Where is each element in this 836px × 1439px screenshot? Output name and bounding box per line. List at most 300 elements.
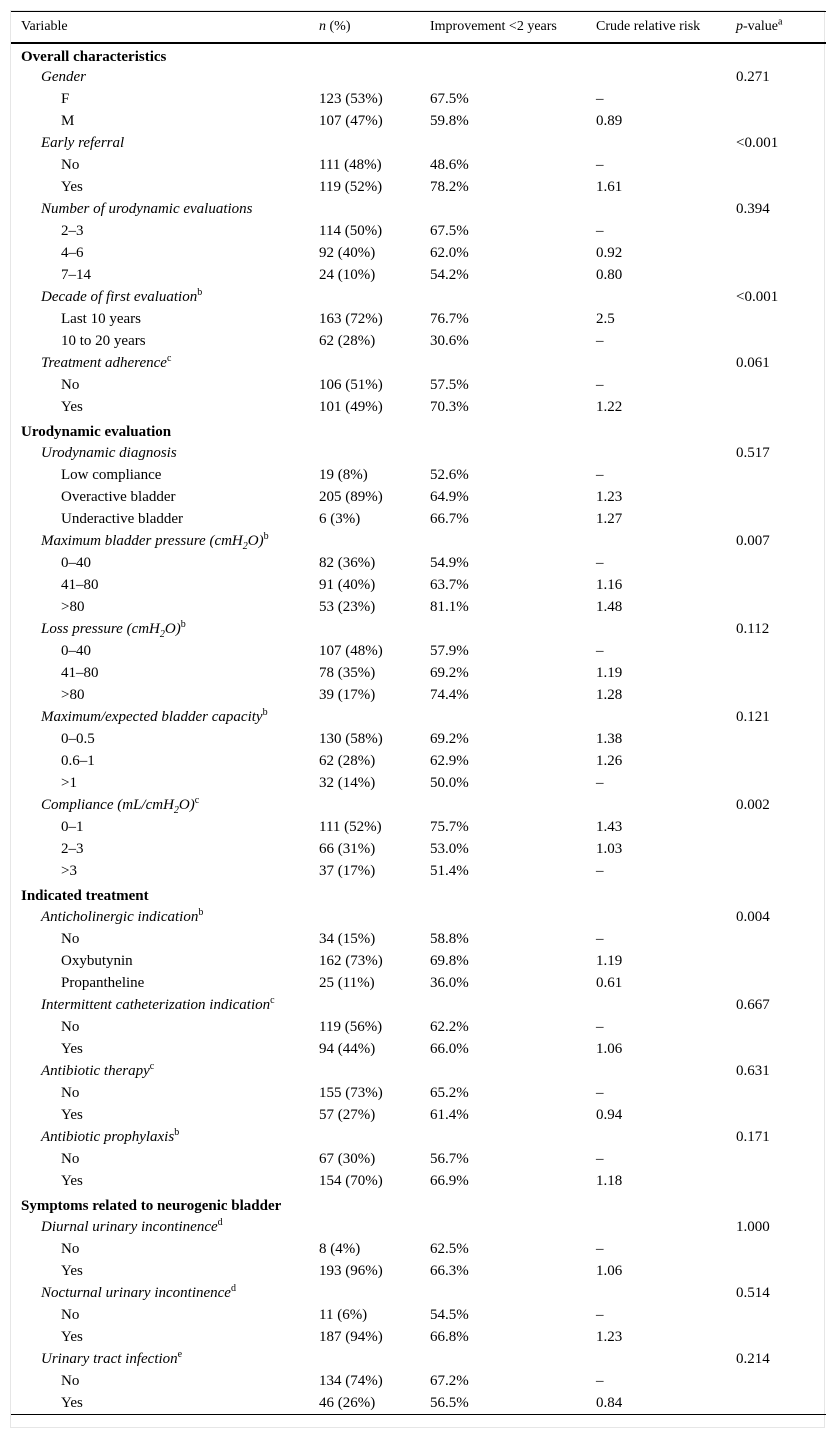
improvement-cell: 54.9%: [430, 555, 469, 571]
category-row: [11, 509, 826, 531]
n-cell: [319, 1283, 430, 1305]
relative-risk-cell: 1.43: [596, 819, 623, 835]
improvement-cell: 62.0%: [430, 245, 469, 261]
improvement-cell: 66.0%: [430, 1041, 469, 1057]
improvement-cell: 54.5%: [430, 1307, 469, 1323]
relative-risk-cell: [596, 995, 736, 1017]
relative-risk-cell: [596, 1193, 736, 1217]
category-label: [11, 973, 319, 995]
label-text: Urodynamic evaluation: [21, 424, 172, 440]
improvement-cell: [430, 1061, 596, 1083]
label-text: 2–3: [61, 841, 84, 857]
label-text: Oxybutynin: [61, 953, 133, 969]
section-title: [11, 1193, 319, 1217]
variable-label: [11, 443, 319, 465]
label-text: >80: [61, 599, 85, 615]
label-subscript: 2: [159, 629, 165, 640]
relative-risk-cell: 1.38: [596, 731, 623, 747]
category-label: [11, 553, 319, 575]
n-cell: 107 (47%): [319, 113, 383, 129]
variable-row: [11, 133, 826, 155]
label-text: No: [61, 1307, 80, 1323]
relative-risk-cell: 0.80: [596, 267, 623, 283]
category-label: [11, 1261, 319, 1283]
relative-risk-cell: –: [596, 1151, 604, 1167]
variable-label: [11, 795, 319, 817]
n-cell: 6 (3%): [319, 511, 361, 527]
improvement-cell: 66.3%: [430, 1263, 469, 1279]
label-text: Yes: [61, 399, 83, 415]
category-row: [11, 177, 826, 199]
variable-label: [11, 1283, 319, 1305]
n-cell: 163 (72%): [319, 311, 383, 327]
n-cell: 130 (58%): [319, 731, 383, 747]
p-value-cell: [736, 1105, 826, 1127]
improvement-cell: 65.2%: [430, 1085, 469, 1101]
n-cell: [319, 199, 430, 221]
relative-risk-cell: 1.16: [596, 577, 623, 593]
p-value-cell: <0.001: [736, 289, 779, 305]
label-text: 0–40: [61, 555, 91, 571]
improvement-cell: 69.8%: [430, 953, 469, 969]
p-value-cell: [736, 397, 826, 419]
n-cell: 11 (6%): [319, 1307, 368, 1323]
improvement-cell: [430, 707, 596, 729]
relative-risk-cell: 1.22: [596, 399, 623, 415]
relative-risk-cell: –: [596, 1019, 604, 1035]
footnote-mark: b: [262, 707, 268, 718]
variable-row: [11, 287, 826, 309]
relative-risk-cell: [596, 419, 736, 443]
relative-risk-cell: [596, 133, 736, 155]
category-label: [11, 155, 319, 177]
p-value-cell: 0.631: [736, 1063, 770, 1079]
p-value-cell: 0.007: [736, 533, 770, 549]
n-cell: 92 (40%): [319, 245, 376, 261]
p-value-cell: 0.004: [736, 909, 770, 925]
variable-label: [11, 1127, 319, 1149]
p-value-cell: 0.517: [736, 445, 770, 461]
p-value-cell: [736, 839, 826, 861]
relative-risk-cell: [596, 287, 736, 309]
n-cell: 19 (8%): [319, 467, 368, 483]
variable-row: [11, 1127, 826, 1149]
category-row: [11, 465, 826, 487]
n-cell: [319, 795, 430, 817]
relative-risk-cell: 1.06: [596, 1041, 623, 1057]
p-value-cell: [736, 1371, 826, 1393]
category-label: [11, 685, 319, 707]
category-row: [11, 553, 826, 575]
label-text: No: [61, 1085, 80, 1101]
variable-row: [11, 531, 826, 553]
n-cell: [319, 133, 430, 155]
p-value-cell: [736, 1017, 826, 1039]
relative-risk-cell: –: [596, 775, 604, 791]
improvement-cell: 56.7%: [430, 1151, 469, 1167]
category-row: [11, 265, 826, 287]
improvement-cell: 62.2%: [430, 1019, 469, 1035]
footnote-mark: b: [174, 1127, 180, 1138]
relative-risk-cell: –: [596, 377, 604, 393]
relative-risk-cell: 1.19: [596, 665, 623, 681]
p-value-cell: [736, 1083, 826, 1105]
table-container: [10, 10, 825, 1428]
label-text: Yes: [61, 1041, 83, 1057]
improvement-cell: [430, 353, 596, 375]
improvement-cell: 64.9%: [430, 489, 469, 505]
label-text: Decade of first evaluation: [41, 289, 198, 305]
header-p-rest: -value: [743, 18, 778, 34]
category-row: [11, 663, 826, 685]
n-cell: 123 (53%): [319, 91, 383, 107]
improvement-cell: [430, 1217, 596, 1239]
p-value-cell: [736, 729, 826, 751]
footnote-mark: c: [194, 795, 200, 806]
n-cell: 34 (15%): [319, 931, 376, 947]
variable-label: [11, 995, 319, 1017]
category-row: [11, 1039, 826, 1061]
header-p-italic: p: [736, 18, 743, 34]
label-text: Diurnal urinary incontinence: [41, 1219, 218, 1235]
relative-risk-cell: 0.89: [596, 113, 623, 129]
p-value-cell: 0.271: [736, 69, 770, 85]
variable-row: [11, 907, 826, 929]
label-text: No: [61, 1373, 80, 1389]
relative-risk-cell: 1.18: [596, 1173, 623, 1189]
n-cell: [319, 287, 430, 309]
category-label: [11, 1327, 319, 1349]
relative-risk-cell: 1.61: [596, 179, 623, 195]
footnote-mark: b: [197, 287, 203, 298]
category-label: [11, 331, 319, 353]
variable-row: [11, 67, 826, 89]
category-label: [11, 111, 319, 133]
p-value-cell: [736, 1261, 826, 1283]
category-label: [11, 839, 319, 861]
category-label: [11, 509, 319, 531]
category-row: [11, 243, 826, 265]
label-text: Overall characteristics: [21, 48, 167, 65]
category-label: [11, 929, 319, 951]
improvement-cell: [430, 199, 596, 221]
improvement-cell: 54.2%: [430, 267, 469, 283]
label-text: Treatment adherence: [41, 355, 167, 371]
p-value-cell: [736, 375, 826, 397]
footnote-mark: b: [198, 907, 204, 918]
label-text: No: [61, 931, 80, 947]
label-text: 4–6: [61, 245, 84, 261]
label-text: No: [61, 1241, 80, 1257]
variable-label: [11, 531, 319, 553]
improvement-cell: [430, 1283, 596, 1305]
n-cell: [319, 43, 430, 67]
category-label: [11, 177, 319, 199]
improvement-cell: 62.9%: [430, 753, 469, 769]
variable-label: [11, 1349, 319, 1371]
n-cell: 53 (23%): [319, 599, 376, 615]
category-label: [11, 89, 319, 111]
category-row: [11, 1371, 826, 1393]
table-body: [11, 43, 826, 1415]
section-row: [11, 1193, 826, 1217]
label-text-after: O): [178, 797, 195, 813]
relative-risk-cell: –: [596, 223, 604, 239]
improvement-cell: [430, 1127, 596, 1149]
header-crude-relative-risk: Crude relative risk: [596, 12, 736, 43]
relative-risk-cell: –: [596, 1307, 604, 1323]
category-row: [11, 839, 826, 861]
relative-risk-cell: [596, 1283, 736, 1305]
category-label: [11, 1083, 319, 1105]
footnote-mark: d: [217, 1217, 223, 1228]
improvement-cell: 67.2%: [430, 1373, 469, 1389]
p-value-cell: [736, 509, 826, 531]
p-value-cell: [736, 883, 826, 907]
n-cell: [319, 619, 430, 641]
p-value-cell: [736, 751, 826, 773]
n-cell: 82 (36%): [319, 555, 376, 571]
p-value-cell: [736, 973, 826, 995]
p-value-cell: [736, 155, 826, 177]
p-value-cell: 0.514: [736, 1285, 770, 1301]
p-value-cell: 0.214: [736, 1351, 770, 1367]
category-row: [11, 1305, 826, 1327]
relative-risk-cell: –: [596, 157, 604, 173]
relative-risk-cell: [596, 1127, 736, 1149]
improvement-cell: [430, 67, 596, 89]
category-row: [11, 1083, 826, 1105]
n-cell: [319, 907, 430, 929]
improvement-cell: 81.1%: [430, 599, 469, 615]
p-value-cell: 1.000: [736, 1219, 770, 1235]
p-value-cell: [736, 597, 826, 619]
label-text: Compliance (mL/cmH: [41, 797, 174, 813]
improvement-cell: 66.8%: [430, 1329, 469, 1345]
improvement-cell: [430, 907, 596, 929]
variable-row: [11, 995, 826, 1017]
label-text: Overactive bladder: [61, 489, 176, 505]
category-label: [11, 1017, 319, 1039]
p-value-cell: [736, 1039, 826, 1061]
label-text: Number of urodynamic evaluations: [41, 201, 253, 217]
label-text: 0–40: [61, 643, 91, 659]
label-text: 41–80: [61, 577, 99, 593]
relative-risk-cell: [596, 707, 736, 729]
label-text: Yes: [61, 1173, 83, 1189]
footnote-mark: d: [230, 1283, 236, 1294]
improvement-cell: [430, 1349, 596, 1371]
n-cell: [319, 1127, 430, 1149]
improvement-cell: [430, 133, 596, 155]
label-text: 0.6–1: [61, 753, 95, 769]
improvement-cell: 53.0%: [430, 841, 469, 857]
improvement-cell: [430, 443, 596, 465]
variable-label: [11, 1061, 319, 1083]
n-cell: 114 (50%): [319, 223, 383, 239]
category-row: [11, 1261, 826, 1283]
category-label: [11, 597, 319, 619]
p-value-cell: [736, 1393, 826, 1415]
category-label: [11, 1305, 319, 1327]
n-cell: 205 (89%): [319, 489, 383, 505]
label-text: Yes: [61, 1263, 83, 1279]
improvement-cell: 50.0%: [430, 775, 469, 791]
improvement-cell: [430, 795, 596, 817]
p-value-cell: [736, 641, 826, 663]
category-label: [11, 751, 319, 773]
header-n: [319, 12, 430, 43]
improvement-cell: 62.5%: [430, 1241, 469, 1257]
improvement-cell: [430, 883, 596, 907]
results-table: [11, 11, 826, 1415]
improvement-cell: 69.2%: [430, 731, 469, 747]
variable-label: [11, 707, 319, 729]
relative-risk-cell: –: [596, 931, 604, 947]
category-label: [11, 729, 319, 751]
n-cell: [319, 995, 430, 1017]
label-text: Loss pressure (cmH: [41, 621, 160, 637]
relative-risk-cell: 1.48: [596, 599, 623, 615]
category-label: [11, 575, 319, 597]
category-label: [11, 221, 319, 243]
improvement-cell: [430, 43, 596, 67]
category-label: [11, 1105, 319, 1127]
label-text: Gender: [41, 69, 86, 85]
category-label: [11, 487, 319, 509]
p-value-cell: [736, 1327, 826, 1349]
n-cell: 119 (52%): [319, 179, 383, 195]
variable-label: [11, 1217, 319, 1239]
footnote-mark: c: [166, 353, 172, 364]
p-value-cell: [736, 1239, 826, 1261]
category-row: [11, 951, 826, 973]
category-label: [11, 861, 319, 883]
label-text: 2–3: [61, 223, 84, 239]
category-label: [11, 1239, 319, 1261]
category-row: [11, 685, 826, 707]
label-text: Yes: [61, 1329, 83, 1345]
p-value-cell: [736, 817, 826, 839]
label-text: >1: [61, 775, 77, 791]
label-text: Underactive bladder: [61, 511, 184, 527]
category-label: [11, 309, 319, 331]
p-value-cell: 0.667: [736, 997, 770, 1013]
label-text: 41–80: [61, 665, 99, 681]
label-text: >80: [61, 687, 85, 703]
n-cell: 134 (74%): [319, 1373, 383, 1389]
label-text-after: O): [247, 533, 264, 549]
relative-risk-cell: [596, 795, 736, 817]
label-text: No: [61, 377, 80, 393]
relative-risk-cell: [596, 619, 736, 641]
relative-risk-cell: –: [596, 643, 604, 659]
category-row: [11, 973, 826, 995]
n-cell: 37 (17%): [319, 863, 376, 879]
improvement-cell: [430, 419, 596, 443]
relative-risk-cell: –: [596, 1241, 604, 1257]
p-value-cell: [736, 465, 826, 487]
improvement-cell: 70.3%: [430, 399, 469, 415]
variable-row: [11, 443, 826, 465]
improvement-cell: 36.0%: [430, 975, 469, 991]
category-row: [11, 575, 826, 597]
relative-risk-cell: 1.23: [596, 1329, 623, 1345]
label-text: Maximum/expected bladder capacity: [41, 709, 263, 725]
variable-label: [11, 907, 319, 929]
improvement-cell: 69.2%: [430, 665, 469, 681]
p-value-cell: [736, 487, 826, 509]
n-cell: [319, 1217, 430, 1239]
category-label: [11, 1393, 319, 1415]
n-cell: 24 (10%): [319, 267, 376, 283]
relative-risk-cell: [596, 1061, 736, 1083]
p-value-cell: [736, 419, 826, 443]
improvement-cell: 63.7%: [430, 577, 469, 593]
label-text: Intermittent catheterization indication: [41, 997, 271, 1013]
label-text: Antibiotic therapy: [41, 1063, 150, 1079]
n-cell: [319, 1193, 430, 1217]
label-text: No: [61, 157, 80, 173]
label-text: Early referral: [41, 135, 125, 151]
category-label: [11, 817, 319, 839]
n-cell: 32 (14%): [319, 775, 376, 791]
n-cell: 162 (73%): [319, 953, 383, 969]
variable-row: [11, 1349, 826, 1371]
label-text: Anticholinergic indication: [41, 909, 199, 925]
relative-risk-cell: [596, 1349, 736, 1371]
label-subscript: 2: [173, 805, 179, 816]
n-cell: 106 (51%): [319, 377, 383, 393]
footnote-mark: c: [270, 995, 275, 1006]
category-row: [11, 729, 826, 751]
improvement-cell: 75.7%: [430, 819, 469, 835]
n-cell: 91 (40%): [319, 577, 376, 593]
n-cell: 154 (70%): [319, 1173, 383, 1189]
p-value-cell: [736, 1171, 826, 1193]
n-cell: 57 (27%): [319, 1107, 376, 1123]
category-row: [11, 1149, 826, 1171]
n-cell: 25 (11%): [319, 975, 375, 991]
n-cell: 46 (26%): [319, 1393, 430, 1415]
category-row: [11, 397, 826, 419]
category-label: [11, 1039, 319, 1061]
variable-label: [11, 199, 319, 221]
relative-risk-cell: [596, 443, 736, 465]
n-cell: [319, 1349, 430, 1371]
relative-risk-cell: 1.03: [596, 841, 623, 857]
p-value-cell: [736, 773, 826, 795]
label-text: No: [61, 1151, 80, 1167]
label-subscript: 2: [242, 541, 248, 552]
label-text: Yes: [61, 1107, 83, 1123]
label-text: Indicated treatment: [21, 888, 149, 904]
relative-risk-cell: –: [596, 467, 604, 483]
label-text: >3: [61, 863, 77, 879]
relative-risk-cell: 1.23: [596, 489, 623, 505]
p-value-cell: [736, 43, 826, 67]
relative-risk-cell: 1.19: [596, 953, 623, 969]
improvement-cell: 67.5%: [430, 91, 469, 107]
improvement-cell: 56.5%: [430, 1393, 596, 1415]
category-label: [11, 1371, 319, 1393]
label-text: No: [61, 1019, 80, 1035]
improvement-cell: 30.6%: [430, 333, 469, 349]
improvement-cell: 57.9%: [430, 643, 469, 659]
p-value-cell: <0.001: [736, 135, 779, 151]
category-row: [11, 375, 826, 397]
table-header: [11, 12, 826, 43]
